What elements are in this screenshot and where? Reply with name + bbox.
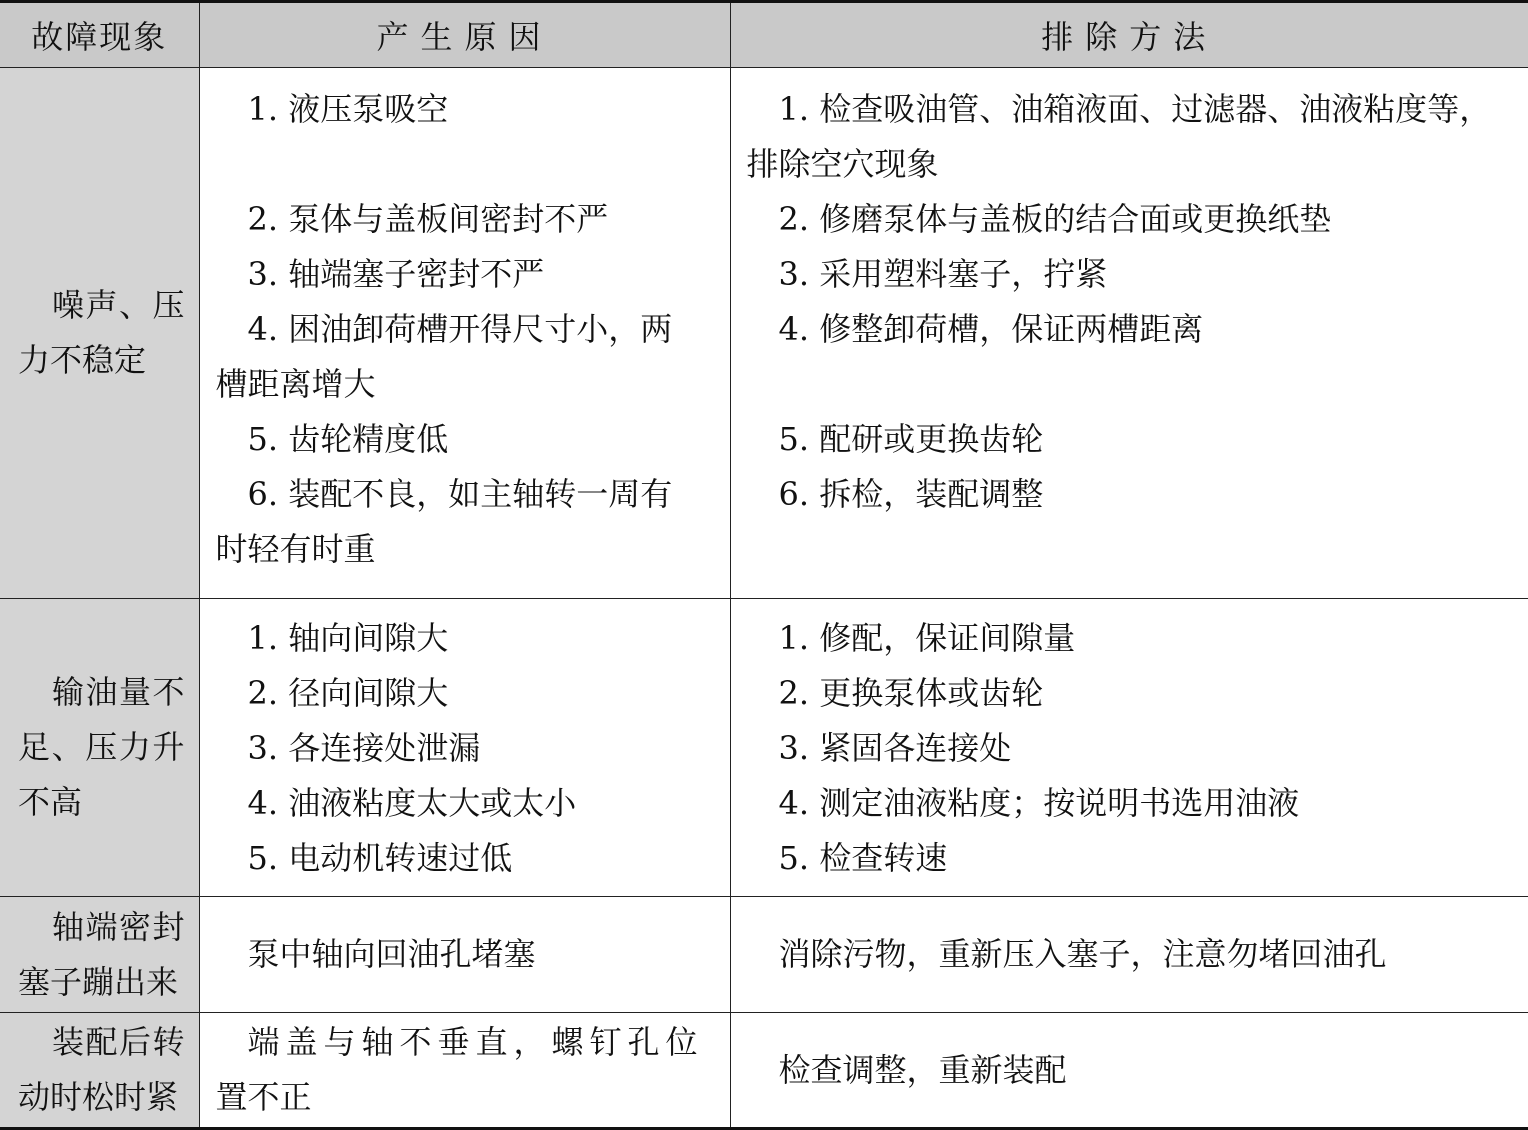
cause-cell [199, 1013, 730, 1129]
cause-line: 置不正 [215, 1078, 312, 1116]
cause-line: 5. 电动机转速过低 [247, 839, 513, 877]
remedy-line: 5. 检查转速 [778, 839, 948, 877]
cause-line: 泵中轴向回油孔堵塞 [247, 935, 536, 973]
cause-line: 4. 困油卸荷槽开得尺寸小，两 [247, 310, 673, 348]
remedy-line: 排除空穴现象 [746, 145, 939, 183]
cause-line: 5. 齿轮精度低 [247, 420, 449, 458]
cause-line: 槽距离增大 [215, 365, 376, 403]
cause-line: 3. 各连接处泄漏 [247, 729, 481, 767]
cause-line: 6. 装配不良，如主轴转一周有 [247, 475, 673, 513]
remedy-line: 1. 检查吸油管、油箱液面、过滤器、油液粘度等， [778, 90, 1492, 128]
cause-line: 1. 轴向间隙大 [247, 619, 449, 657]
remedy-cell [730, 68, 1528, 599]
cause-cell [199, 599, 730, 897]
symptom-cell: 轴端密封塞子蹦出来 [0, 897, 199, 1013]
cause-line: 1. 液压泵吸空 [247, 90, 449, 128]
cause-line: 2. 泵体与盖板间密封不严 [247, 200, 609, 238]
cause-line: 4. 油液粘度太大或太小 [247, 784, 577, 822]
remedy-line: 2. 修磨泵体与盖板的结合面或更换纸垫 [778, 200, 1332, 238]
symptom-cell: 输油量不足、压力升不高 [0, 599, 199, 897]
remedy-line: 消除污物，重新压入塞子，注意勿堵回油孔 [778, 935, 1387, 973]
blank-line [747, 357, 1513, 412]
table-row [0, 897, 1528, 1013]
remedy-cell [730, 599, 1528, 897]
remedy-line: 5. 配研或更换齿轮 [778, 420, 1044, 458]
cause-line: 端盖与轴不垂直，螺钉孔位 [247, 1023, 704, 1061]
cause-line: 2. 径向间隙大 [247, 674, 449, 712]
header-symptom: 故障现象 [0, 2, 199, 68]
remedy-line: 6. 拆检，装配调整 [778, 475, 1044, 513]
header-row [0, 2, 1528, 68]
remedy-line: 检查调整，重新装配 [778, 1050, 1067, 1089]
remedy-cell [730, 1013, 1528, 1129]
table-row [0, 68, 1528, 599]
remedy-cell [730, 897, 1528, 1013]
table-row [0, 599, 1528, 897]
blank-line [216, 137, 714, 192]
cause-cell [199, 897, 730, 1013]
table-row [0, 1013, 1528, 1129]
header-remedy: 排除方法 [730, 2, 1528, 68]
cause-cell [199, 68, 730, 599]
cause-line: 时轻有时重 [215, 530, 376, 568]
remedy-line: 3. 紧固各连接处 [778, 729, 1012, 767]
remedy-line: 3. 采用塑料塞子，拧紧 [778, 255, 1108, 293]
remedy-line: 1. 修配，保证间隙量 [778, 619, 1076, 657]
cause-line: 3. 轴端塞子密封不严 [247, 255, 545, 293]
symptom-cell: 装配后转动时松时紧 [0, 1013, 199, 1129]
remedy-line: 4. 修整卸荷槽，保证两槽距离 [778, 310, 1204, 348]
header-cause: 产生原因 [199, 2, 730, 68]
remedy-line: 2. 更换泵体或齿轮 [778, 674, 1044, 712]
remedy-line: 4. 测定油液粘度；按说明书选用油液 [778, 784, 1300, 822]
symptom-cell: 噪声、压力不稳定 [0, 68, 199, 599]
